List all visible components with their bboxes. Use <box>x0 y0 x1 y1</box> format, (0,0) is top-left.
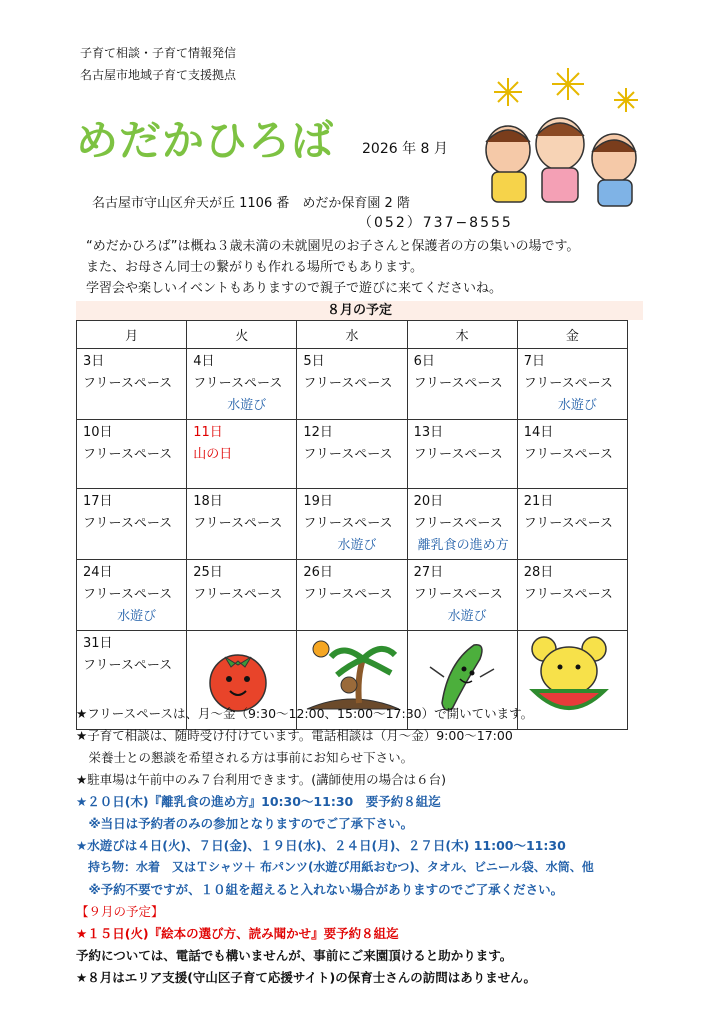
holiday-label: 山の日 <box>193 447 233 462</box>
intro-line: 学習会や楽しいイベントもありますので親子で遊びに来てくださいね。 <box>86 281 503 296</box>
calendar-cell <box>77 420 187 489</box>
firework-icon <box>552 68 584 100</box>
schedule-title: ８月の予定 <box>76 301 643 320</box>
note-line: 予約については、電話でも構いませんが、事前にご来園頂けると助かります。 <box>76 948 513 963</box>
cell-event: 水遊び <box>447 609 487 624</box>
cell-text: フリースペース <box>83 447 173 462</box>
cell-date: 6日 <box>413 354 435 369</box>
cell-text: フリースペース <box>193 516 283 531</box>
calendar-cell <box>407 560 517 631</box>
cell-text: フリースペース <box>413 447 503 462</box>
cell-date: 24日 <box>83 565 113 580</box>
cell-date: 14日 <box>523 425 554 440</box>
note-line: ★１５日(火)『絵本の選び方、読み聞かせ』要予約８組迄 <box>76 926 399 941</box>
cell-date: 18日 <box>193 494 223 509</box>
cell-date: 13日 <box>413 425 444 440</box>
calendar-cell <box>407 420 517 489</box>
cell-text: フリースペース <box>523 447 613 462</box>
calendar-cell <box>517 420 627 489</box>
cell-event: 水遊び <box>117 609 157 624</box>
note-line: ★子育て相談は、随時受け付けています。電話相談は（月〜金）9:00〜17:00 <box>76 728 513 743</box>
note-line: ※予約不要ですが、１０組を超えると入れない場合がありますのでご了承ください。 <box>76 882 564 897</box>
cell-date: 20日 <box>413 494 444 509</box>
issue-date: 2026 年 8 月 <box>362 141 448 157</box>
calendar-cell <box>407 349 517 420</box>
cell-text: フリースペース <box>193 376 283 391</box>
cell-date: 27日 <box>413 565 444 580</box>
cell-date: 19日 <box>303 494 333 509</box>
cell-text: フリースペース <box>83 587 173 602</box>
cell-event: 水遊び <box>227 398 267 413</box>
firework-icon <box>494 78 522 106</box>
day-header-fri: 金 <box>517 321 627 349</box>
cell-text: フリースペース <box>303 516 393 531</box>
calendar-cell <box>77 560 187 631</box>
note-line: ※当日は予約者のみの参加となりますのでご了承下さい。 <box>76 816 414 831</box>
cell-text: フリースペース <box>303 376 393 391</box>
cell-text: フリースペース <box>523 516 613 531</box>
calendar-cell <box>517 349 627 420</box>
note-line: ★水遊びは４日(火)、７日(金)、１９日(水)、２４日(月)、２７日(木) 11:00〜11:30 <box>76 838 566 853</box>
cell-date: 21日 <box>523 494 554 509</box>
calendar-cell <box>187 349 297 420</box>
header-subtitle-1: 子育て相談・子育て情報発信 <box>80 46 237 60</box>
note-line: ★２０日(木)『離乳食の進め方』10:30〜11:30 要予約８組迄 <box>76 794 441 809</box>
cell-text: フリースペース <box>523 587 613 602</box>
calendar-cell <box>407 489 517 560</box>
calendar-cell <box>77 489 187 560</box>
note-line: ★駐車場は午前中のみ７台利用できます。(講師使用の場合は６台) <box>76 772 446 787</box>
intro-line: また、お母さん同士の繋がりも作れる場所でもあります。 <box>86 260 423 275</box>
cell-date: 3日 <box>83 354 105 369</box>
address: 名古屋市守山区弁天が丘 1106 番 めだか保育園 2 階 <box>92 196 410 211</box>
cell-date: 5日 <box>303 354 325 369</box>
cell-date: 7日 <box>523 354 546 369</box>
cell-text: フリースペース <box>83 658 173 673</box>
cell-date: 11日 <box>193 425 223 440</box>
day-header-mon: 月 <box>77 321 187 349</box>
cell-event: 水遊び <box>557 398 597 413</box>
calendar-cell <box>297 560 407 631</box>
calendar-cell <box>187 560 297 631</box>
cell-event: 水遊び <box>337 538 377 553</box>
cell-text: フリースペース <box>413 587 503 602</box>
cell-text: フリースペース <box>83 516 173 531</box>
cell-text: フリースペース <box>83 376 173 391</box>
cell-date: 17日 <box>83 494 113 509</box>
note-line: 栄養士との懇談を希望される方は事前にお知らせ下さい。 <box>76 750 414 765</box>
cell-text: フリースペース <box>413 516 503 531</box>
calendar-cell <box>297 489 407 560</box>
intro-line: “めだかひろば”は概ね３歳未満の未就園児のお子さんと保護者の方の集いの場です。 <box>86 239 580 254</box>
cell-text: フリースペース <box>303 447 393 462</box>
calendar-cell <box>517 489 627 560</box>
kids-fireworks-illustration <box>478 62 648 212</box>
cell-date: 31日 <box>83 636 113 651</box>
note-line: ★８月はエリア支援(守山区子育て応援サイト)の保育士さんの訪問はありません。 <box>76 970 537 985</box>
phone-number: （052）737−8555 <box>358 215 513 231</box>
calendar-cell <box>187 489 297 560</box>
calendar-cell <box>517 631 627 730</box>
cell-date: 25日 <box>193 565 223 580</box>
day-header-tue: 火 <box>187 321 297 349</box>
schedule-calendar <box>76 320 628 730</box>
mouse-watermelon-illustration <box>524 633 614 719</box>
cell-text: フリースペース <box>413 376 503 391</box>
cell-date: 10日 <box>83 425 113 440</box>
calendar-cell <box>517 560 627 631</box>
cell-text: フリースペース <box>193 587 283 602</box>
day-header-wed: 水 <box>297 321 407 349</box>
calendar-cell <box>297 420 407 489</box>
day-header-thu: 木 <box>407 321 517 349</box>
calendar-cell <box>77 349 187 420</box>
cell-event: 離乳食の進め方 <box>417 538 509 553</box>
header-subtitle-2: 名古屋市地域子育て支援拠点 <box>80 68 237 82</box>
cell-date: 12日 <box>303 425 333 440</box>
note-line: ★フリースペースは、月〜金（9:30〜12:00、15:00〜17:30）で開いています。 <box>76 706 534 721</box>
cell-text: フリースペース <box>303 587 393 602</box>
calendar-cell <box>187 420 297 489</box>
cell-date: 26日 <box>303 565 333 580</box>
cell-date: 28日 <box>523 565 554 580</box>
cell-text: フリースペース <box>523 376 613 391</box>
page-title: めだかひろば <box>76 116 335 165</box>
note-line: 持ち物：水着 又はＴシャツ＋ 布パンツ(水遊び用紙おむつ)、タオル、ビニール袋、水筒、他 <box>76 860 594 874</box>
note-line: 【９月の予定】 <box>76 904 164 919</box>
calendar-cell <box>297 349 407 420</box>
cell-date: 4日 <box>193 354 215 369</box>
firework-icon <box>614 88 638 112</box>
